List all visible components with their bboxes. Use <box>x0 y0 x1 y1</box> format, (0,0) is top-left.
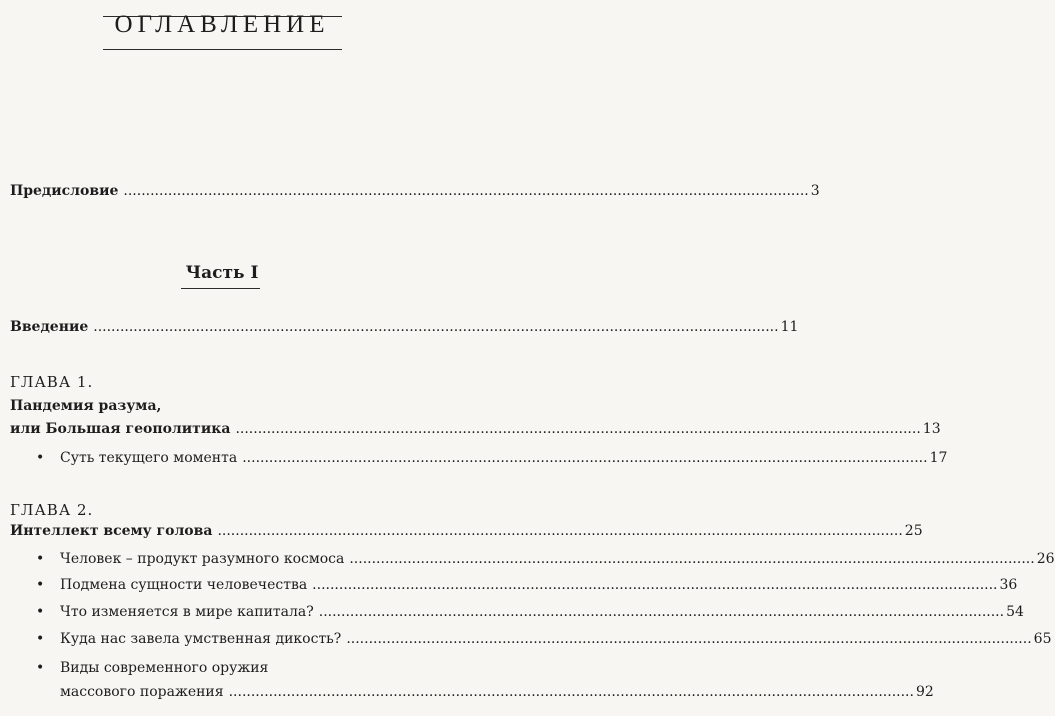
page-number: 13 <box>922 421 941 437</box>
dot-leader: .......................................................................................................................................................... <box>235 421 921 437</box>
part-heading: Часть I <box>185 263 259 283</box>
page-number: 3 <box>810 183 820 199</box>
toc-subentry[interactable] <box>36 683 934 701</box>
toc-entry-label: или Большая геополитика <box>10 421 231 437</box>
bullet-icon: • <box>36 551 45 567</box>
dot-leader: .......................................................................................................................................................... <box>242 450 928 466</box>
toc-subentry[interactable] <box>36 630 1052 648</box>
toc-subentry-label: Подмена сущности человечества <box>60 577 308 593</box>
toc-subentry-label: массового поражения <box>60 684 224 700</box>
toc-subentry-label: Виды современного оружия <box>60 660 269 676</box>
toc-subentry[interactable] <box>36 603 1024 621</box>
toc-entry-introduction[interactable] <box>10 318 799 336</box>
dot-leader: .......................................................................................................................................................... <box>349 551 1035 567</box>
dot-leader: .......................................................................................................................................................... <box>318 604 1005 620</box>
dot-leader: .......................................................................................................................................................... <box>346 631 1032 647</box>
dot-leader: .......................................................................................................................................................... <box>123 183 809 199</box>
dot-leader: .......................................................................................................................................................... <box>93 319 779 335</box>
toc-subentry[interactable] <box>36 576 1018 594</box>
toc-entry-preface[interactable] <box>10 182 820 200</box>
part-heading-underline <box>181 288 260 289</box>
chapter-1-title-line1: Пандемия разума, <box>10 398 162 414</box>
dot-leader: .......................................................................................................................................................... <box>217 523 903 539</box>
dot-leader: .......................................................................................................................................................... <box>312 577 998 593</box>
chapter-1-number: ГЛАВА 1. <box>10 373 94 391</box>
dot-leader: .......................................................................................................................................................... <box>228 684 914 700</box>
page-number: 65 <box>1033 631 1052 647</box>
toc-subentry-first-line[interactable] <box>36 659 434 677</box>
chapter-2-number: ГЛАВА 2. <box>10 501 94 519</box>
toc-subentry-label: Суть текущего момента <box>60 450 238 466</box>
page-number: 36 <box>999 577 1018 593</box>
page-number: 26 <box>1036 551 1055 567</box>
page-title: ОГЛАВЛЕНИЕ <box>114 11 330 38</box>
toc-subentry[interactable] <box>36 550 1055 568</box>
toc-entry-chapter-1[interactable] <box>10 420 941 438</box>
toc-entry-label: Предисловие <box>10 183 119 199</box>
toc-entry-chapter-2[interactable] <box>10 522 923 540</box>
toc-subentry-label: Что изменяется в мире капитала? <box>60 604 314 620</box>
bullet-icon: • <box>36 450 45 466</box>
toc-entry-label: Интеллект всему голова <box>10 523 213 539</box>
toc-subentry[interactable] <box>36 449 948 467</box>
page-number: 92 <box>915 684 934 700</box>
page-number: 11 <box>780 319 799 335</box>
toc-subentry-label: Куда нас завела умственная дикость? <box>60 631 342 647</box>
toc-subentry-label: Человек – продукт разумного космоса <box>60 551 345 567</box>
bullet-icon: • <box>36 604 45 620</box>
page-number: 25 <box>904 523 923 539</box>
page-number: 54 <box>1006 604 1024 620</box>
bullet-icon: • <box>36 577 45 593</box>
title-rule-bottom <box>103 49 342 50</box>
toc-entry-label: Введение <box>10 319 89 335</box>
bullet-icon: • <box>36 631 45 647</box>
page-number: 17 <box>929 450 948 466</box>
bullet-icon: • <box>36 660 45 676</box>
